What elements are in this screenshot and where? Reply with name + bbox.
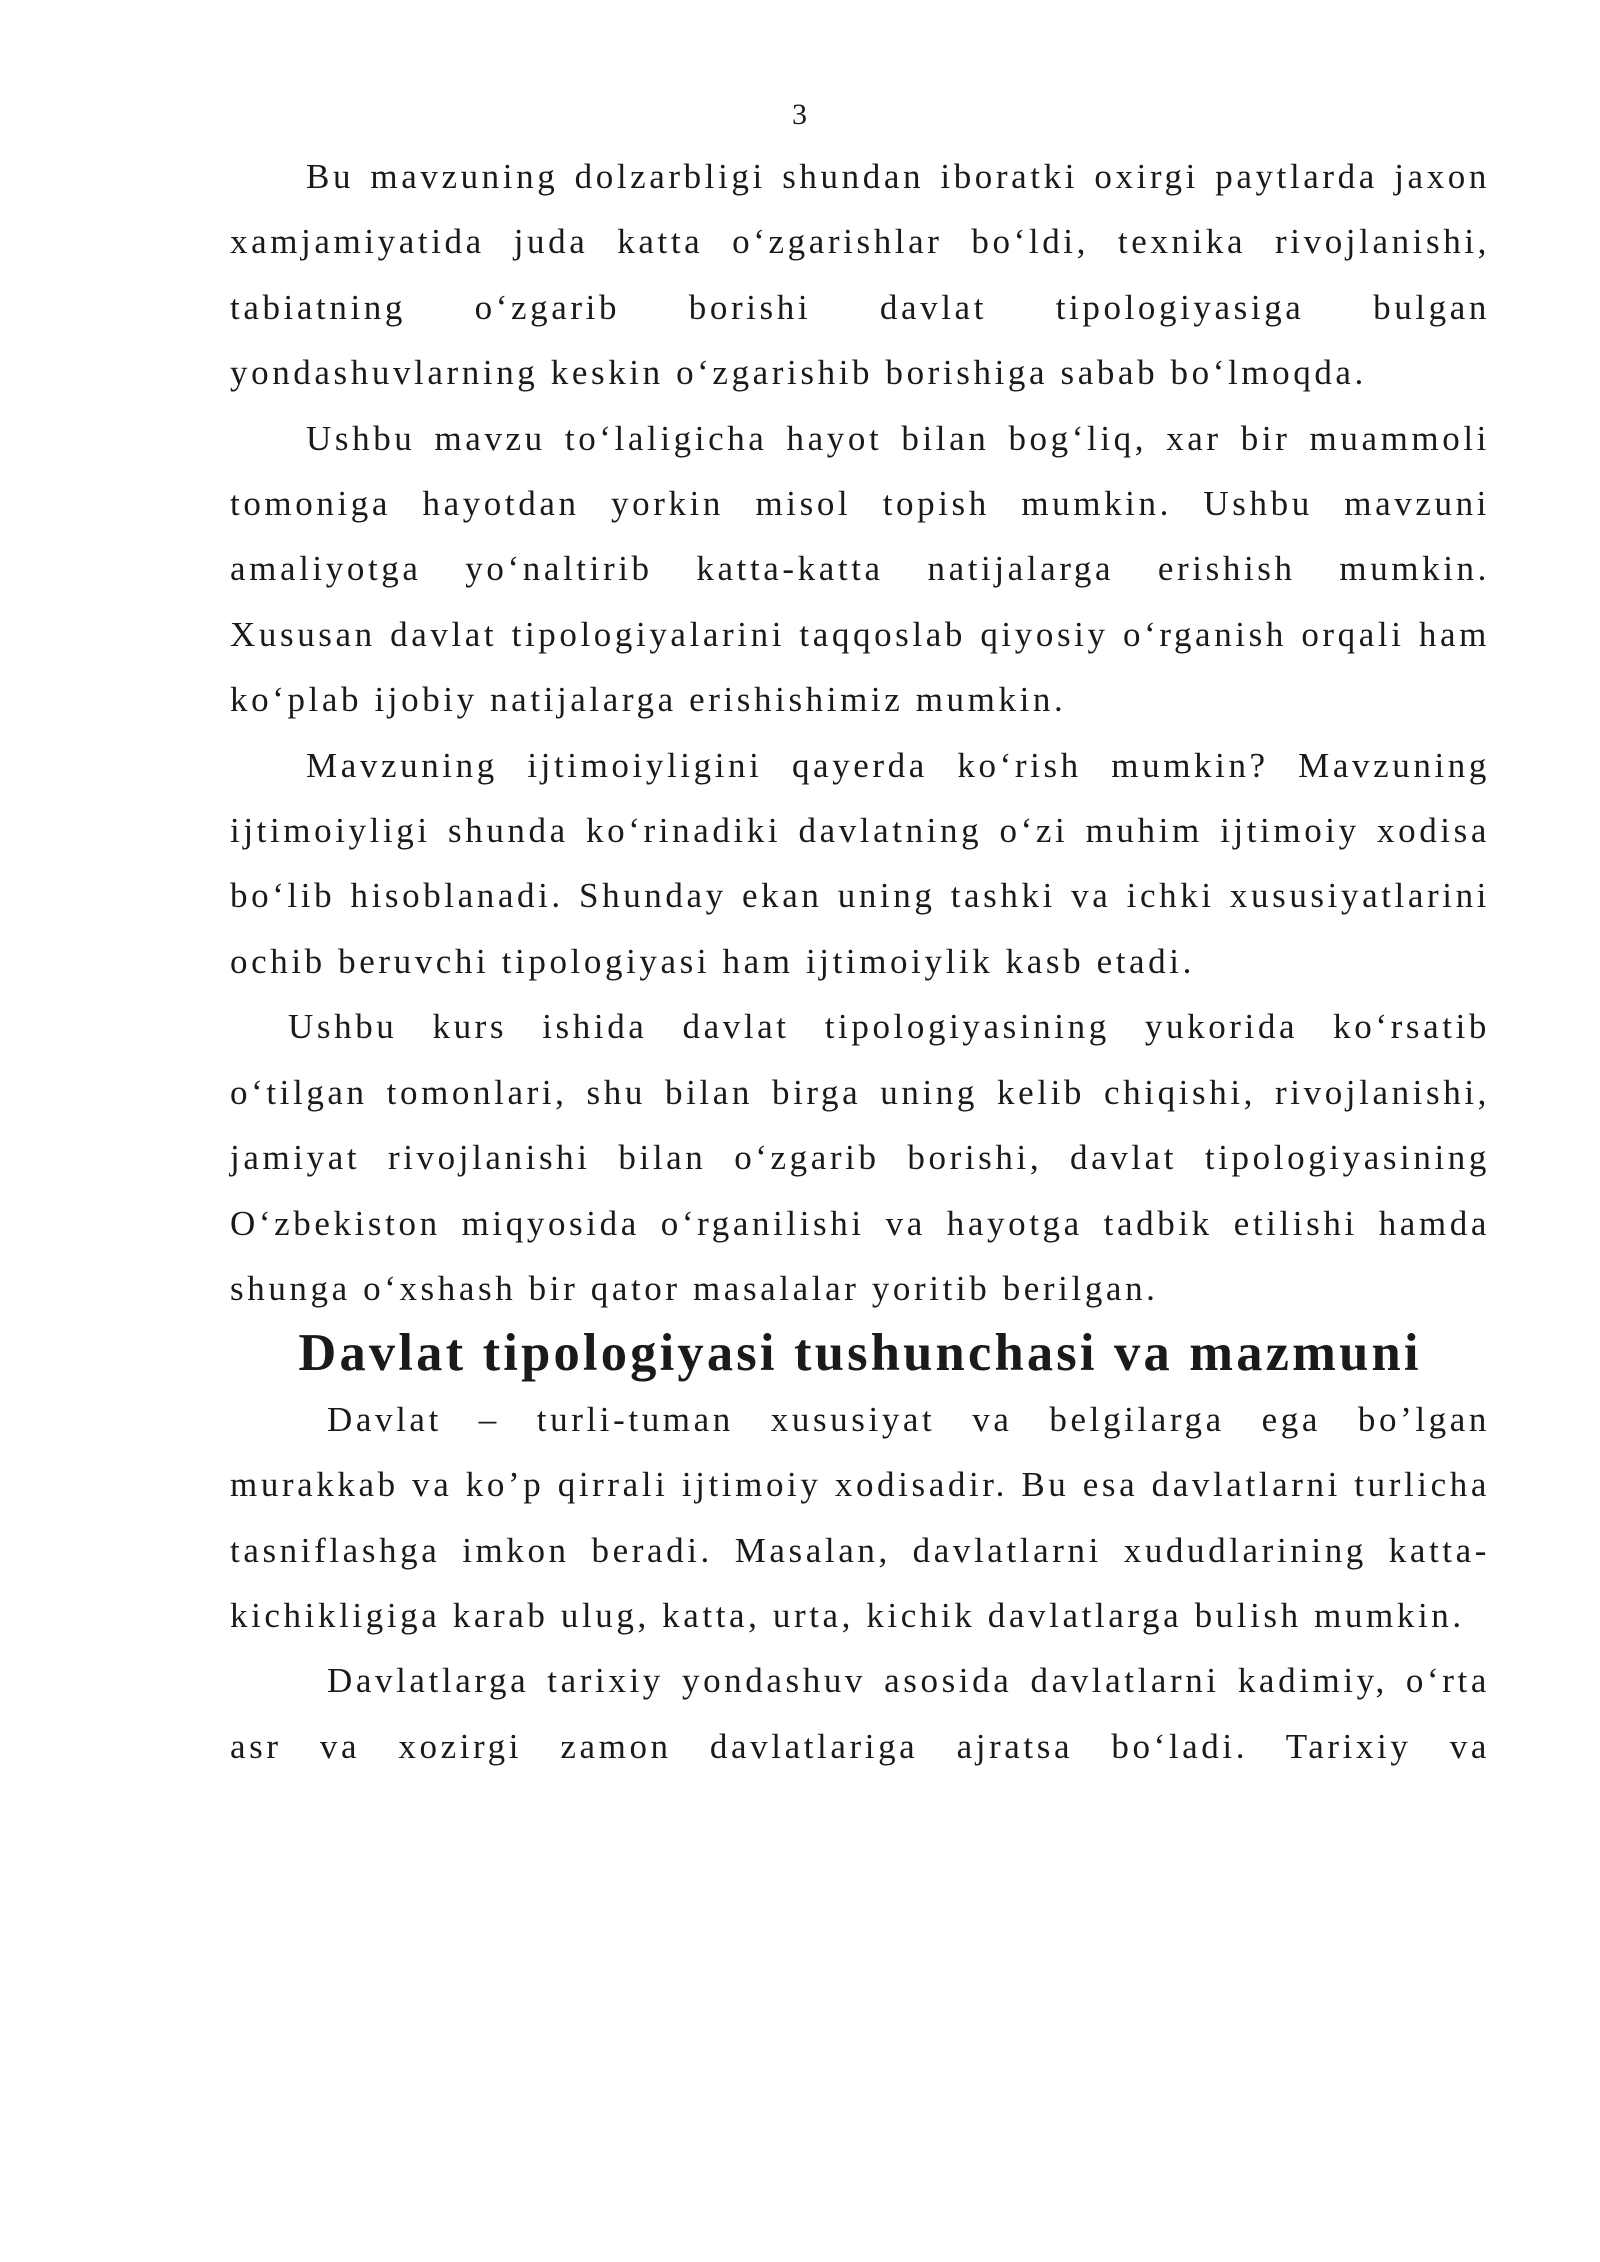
paragraph-state-definition: Davlat – turli-tuman xususiyat va belgilarga ega bo’lgan murakkab va ko’p qirrali ijtimoiy xodisadir. Bu esa davlatlarni turlicha tasniflashga imkon beradi. Masalan, davlatlarni xududlarining katta-kichikligiga karab ulug, katta, urta, kichik davlatlarga bulish mumkin. [230, 1399, 1490, 1635]
paragraph-social-significance: Mavzuning ijtimoiyligini qayerda ko‘rish mumkin? Mavzuning ijtimoiyligi shunda ko‘rinadiki davlatning o‘zi muhim ijtimoiy xodisa bo‘lib hisoblanadi. Shunday ekan uning tashki va ichki xususiyatlarini ochib beruvchi tipologiyasi ham ijtimoiylik kasb etadi. [230, 745, 1490, 981]
page-number: 3 [792, 98, 808, 131]
document-body [230, 144, 1490, 1779]
paragraph-historical-approach: Davlatlarga tarixiy yondashuv asosida davlatlarni kadimiy, o‘rta asr va xozirgi zamon davlatlariga ajratsa bo‘ladi. Tarixiy va [230, 1661, 1490, 1766]
paragraph-course-work-scope: Ushbu kurs ishida davlat tipologiyasining yukorida ko‘rsatib o‘tilgan tomonlari, shu bilan birga uning kelib chiqishi, rivojlanishi, jamiyat rivojlanishi bilan o‘zgarib borishi, davlat tipologiyasining O‘zbekiston miqyosida o‘rganilishi va hayotga tadbik etilishi hamda shunga o‘xshash bir qator masalalar yoritib berilgan. [230, 1007, 1490, 1308]
section-heading: Davlat tipologiyasi tushunchasi va mazmuni [298, 1324, 1422, 1383]
paragraph-relevance: Bu mavzuning dolzarbligi shundan iboratki oxirgi paytlarda jaxon xamjamiyatida juda katta o‘zgarishlar bo‘ldi, texnika rivojlanishi, tabiatning o‘zgarib borishi davlat tipologiyasiga bulgan yondashuvlarning keskin o‘zgarishib borishiga sabab bo‘lmoqda. [230, 157, 1490, 393]
paragraph-practical-link: Ushbu mavzu to‘laligicha hayot bilan bog‘liq, xar bir muammoli tomoniga hayotdan yorkin misol topish mumkin. Ushbu mavzuni amaliyotga yo‘naltirib katta-katta natijalarga erishish mumkin. Xususan davlat tipologiyalarini taqqoslab qiyosiy o‘rganish orqali ham ko‘plab ijobiy natijalarga erishishimiz mumkin. [230, 418, 1490, 720]
